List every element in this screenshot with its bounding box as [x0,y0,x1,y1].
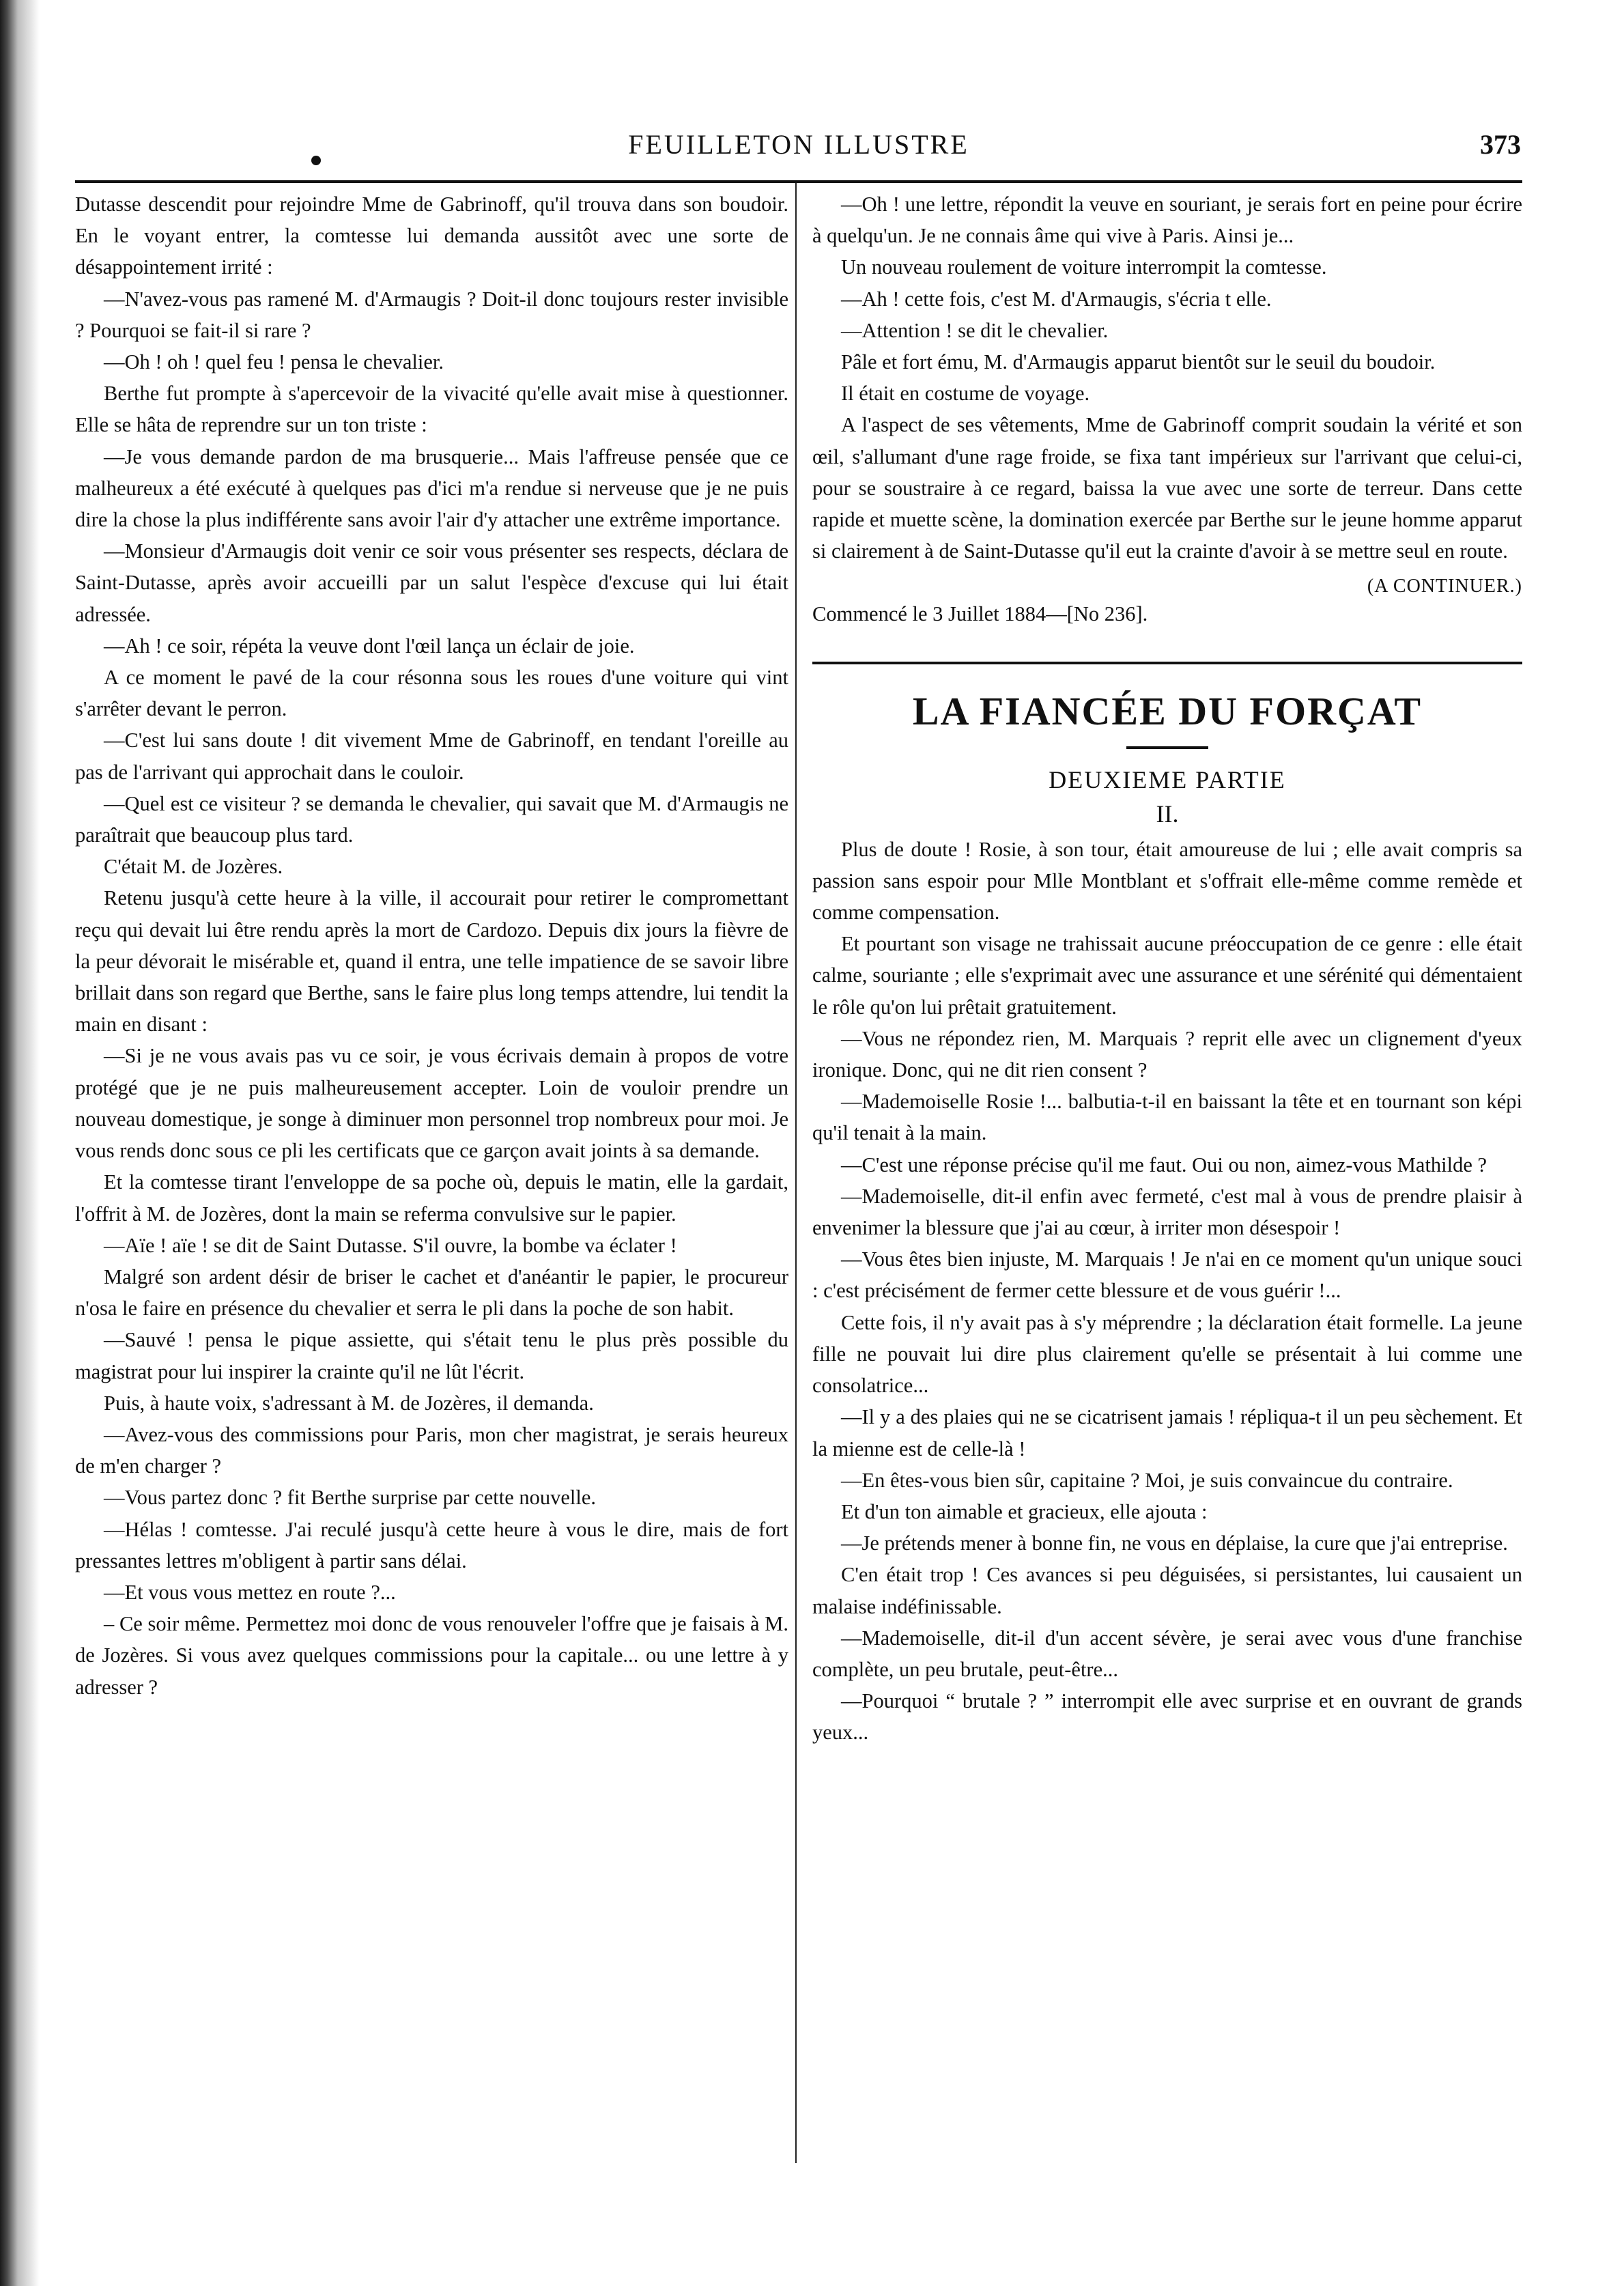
paragraph: —Si je ne vous avais pas vu ce soir, je vous écrivais demain à propos de votre protégé que je ne puis malheureusement accepter. Loin de vouloir prendre un nouveau domestique, je songe à diminuer mon personnel trop nombreux pour moi. Je vous rends donc sous ce pli les certificats que ce garçon avait joints à sa demande. [75,1044,788,1163]
paragraph: Un nouveau roulement de voiture interrompit la comtesse. [841,255,1327,279]
paragraph: —Vous ne répondez rien, M. Marquais ? reprit elle avec un clignement d'yeux ironique. Donc, qui ne dit rien consent ? [812,1026,1522,1082]
paragraph: —Attention ! se dit le chevalier. [841,318,1109,342]
paragraph: Et la comtesse tirant l'enveloppe de sa poche où, depuis le matin, elle la gardait, l'offrit à M. de Jozères, dont la main se referma convulsive sur le papier. [75,1170,788,1226]
paragraph: A l'aspect de ses vêtements, Mme de Gabrinoff comprit soudain la vérité et son œil, s'allumant d'une rage froide, se fixa tant impérieux sur l'arrivant que celui-ci, pour se soustraire à ce regard, baissa la vue avec une sorte de terreur. Dans cette rapide et muette scène, la domination exercée par Berthe sur le jeune homme apparut si clairement à de Saint-Dutasse qu'il eut la crainte d'avoir à se mettre seul en route. [812,413,1522,563]
paragraph: Berthe fut prompte à s'apercevoir de la vivacité qu'elle avait mise à questionner. Elle se hâta de reprendre sur un ton triste : [75,382,788,437]
paragraph: Cette fois, il n'y avait pas à s'y méprendre ; la déclaration était formelle. La jeune fille ne pouvait lui dire plus clairement qu'elle se présentait à lui comme une consolatrice... [812,1310,1522,1398]
paragraph: —Mademoiselle Rosie !... balbutia-t-il en baissant la tête et en tournant son képi qu'il tenait à la main. [812,1090,1522,1145]
paragraph: Malgré son ardent désir de briser le cachet et d'anéantir le papier, le procureur n'osa le faire en présence du chevalier et serra le pli dans la poche de son habit. [75,1265,788,1321]
paragraph: A ce moment le pavé de la cour résonna sous les roues d'une voiture qui vint s'arrêter devant le perron. [75,666,788,721]
paragraph: —Je prétends mener à bonne fin, ne vous en déplaise, la cure que j'ai entreprise. [841,1532,1508,1555]
paragraph: —Aïe ! aïe ! se dit de Saint Dutasse. S'il ouvre, la bombe va éclater ! [104,1233,677,1257]
paragraph: Dutasse descendit pour rejoindre Mme de Gabrinoff, qu'il trouva dans son boudoir. En le voyant entrer, la comtesse lui demanda aussitôt avec une sorte de désappointement irrité : [75,193,788,279]
paragraph: Retenu jusqu'à cette heure à la ville, il accourait pour retirer le compromettant reçu qui devait lui être rendu après la mort de Cardozo. Depuis dix jours la fièvre de la peur dévorait le misérable et, quand il entra, une telle impatience de se savoir libre brillait dans son regard que Berthe, sans le faire plus long temps attendre, lui tendit la main en disant : [75,886,788,1036]
paragraph: —Vous partez donc ? fit Berthe surprise par cette nouvelle. [104,1486,597,1510]
paragraph: Et pourtant son visage ne trahissait aucune préoccupation de ce genre : elle était calme, souriante ; elle s'exprimait avec une assurance et une sérénité qui démentaient le rôle qu'on lui prêtait gratuitement. [812,932,1522,1019]
running-title: FEUILLETON ILLUSTRE [628,129,969,160]
title-dash [1126,746,1208,749]
paragraph: —Quel est ce visiteur ? se demanda le chevalier, qui savait que M. d'Armaugis ne paraîtrait que beaucoup plus tard. [75,791,788,847]
section-rule [812,662,1522,664]
paragraph: Puis, à haute voix, s'adressant à M. de Jozères, il demanda. [104,1391,594,1415]
paragraph: —Oh ! une lettre, répondit la veuve en souriant, je serais fort en peine pour écrire à quelqu'un. Je ne connais âme qui vive à Paris. Ainsi je... [812,193,1522,248]
paragraph: C'en était trop ! Ces avances si peu déguisées, si persistantes, lui causaient un malaise indéfinissable. [812,1563,1522,1618]
header-rule [75,180,1522,183]
paragraph: —Ah ! ce soir, répéta la veuve dont l'œil lança un éclair de joie. [104,634,635,658]
paragraph: Pâle et fort ému, M. d'Armaugis apparut bientôt sur le seuil du boudoir. [841,350,1436,374]
right-column [812,188,1522,1749]
paragraph: —Je vous demande pardon de ma brusquerie... Mais l'affreuse pensée que ce malheureux a été exécuté à quelques pas d'ici m'a rendue si nerveuse que je ne puis dire la chose la plus indifférente sans avoir l'air d'y attacher une extrême importance. [75,444,788,532]
novel-title: LA FIANCÉE DU FORÇAT [912,688,1423,733]
paragraph: —Oh ! oh ! quel feu ! pensa le chevalier. [104,350,444,374]
left-column [75,188,788,1703]
paragraph: —Avez-vous des commissions pour Paris, mon cher magistrat, je serais heureux de m'en charger ? [75,1422,788,1478]
paragraph: —Hélas ! comtesse. J'ai reculé jusqu'à cette heure à vous le dire, mais de fort pressantes lettres m'obligent à partir sans délai. [75,1517,788,1572]
chapter-number: II. [1156,800,1179,828]
page-header [75,115,1522,163]
page-number: 373 [1480,129,1521,160]
paragraph: —Pourquoi “ brutale ? ” interrompit elle avec surprise et en ouvrant de grands yeux... [812,1689,1522,1745]
paragraph: —Mademoiselle, dit-il enfin avec fermeté, c'est mal à vous de prendre plaisir à envenimer la blessure que j'ai au cœur, à irriter mon désespoir ! [812,1184,1522,1240]
paragraph: —C'est une réponse précise qu'il me faut. Oui ou non, aimez-vous Mathilde ? [841,1153,1487,1176]
paragraph: —Sauvé ! pensa le pique assiette, qui s'était tenu le plus près possible du magistrat pour lui inspirer la crainte qu'il ne lût l'écrit. [75,1328,788,1383]
paragraph: Et d'un ton aimable et gracieux, elle ajouta : [841,1499,1208,1523]
part-title: DEUXIEME PARTIE [1049,765,1286,793]
scanned-binding-edge [0,0,40,2286]
commencement-note: Commencé le 3 Juillet 1884—[No 236]. [812,602,1148,626]
paragraph: —C'est lui sans doute ! dit vivement Mme de Gabrinoff, en tendant l'oreille au pas de l'arrivant qui approchait dans le couloir. [75,729,788,784]
paragraph: Il était en costume de voyage. [841,382,1090,406]
paragraph: —Il y a des plaies qui ne se cicatrisent jamais ! répliqua-t il un peu sèchement. Et la mienne est de celle-là ! [812,1405,1522,1460]
paragraph: C'était M. de Jozères. [104,855,283,879]
paragraph: —En êtes-vous bien sûr, capitaine ? Moi, je suis convaincue du contraire. [841,1468,1453,1492]
column-divider [795,183,797,2163]
paragraph: —Vous êtes bien injuste, M. Marquais ! Je n'ai en ce moment qu'un unique souci : c'est précisément de fermer cette blessure et de vous guérir !... [812,1247,1522,1303]
to-continue-note: (A CONTINUER.) [1367,576,1522,597]
paragraph: —Ah ! cette fois, c'est M. d'Armaugis, s'écria t elle. [841,287,1272,311]
paragraph: —N'avez-vous pas ramené M. d'Armaugis ? Doit-il donc toujours rester invisible ? Pourquoi se fait-il si rare ? [75,287,788,342]
paragraph: —Mademoiselle, dit-il d'un accent sévère, je serai avec vous d'une franchise complète, un peu brutale, peut-être... [812,1626,1522,1681]
paragraph: Plus de doute ! Rosie, à son tour, était amoureuse de lui ; elle avait compris sa passion sans espoir pour Mlle Montblant et s'offrait elle-même comme remède et comme compensation. [812,837,1522,925]
paragraph: —Monsieur d'Armaugis doit venir ce soir vous présenter ses respects, déclara de Saint-Dutasse, après avoir accueilli par un salut l'espèce d'excuse qui lui était adressée. [75,539,788,626]
paragraph: – Ce soir même. Permettez moi donc de vous renouveler l'offre que je faisais à M. de Jozères. Si vous avez quelques commissions pour la capitale... ou une lettre à y adresser ? [75,1612,788,1699]
paragraph: —Et vous vous mettez en route ?... [104,1580,396,1604]
